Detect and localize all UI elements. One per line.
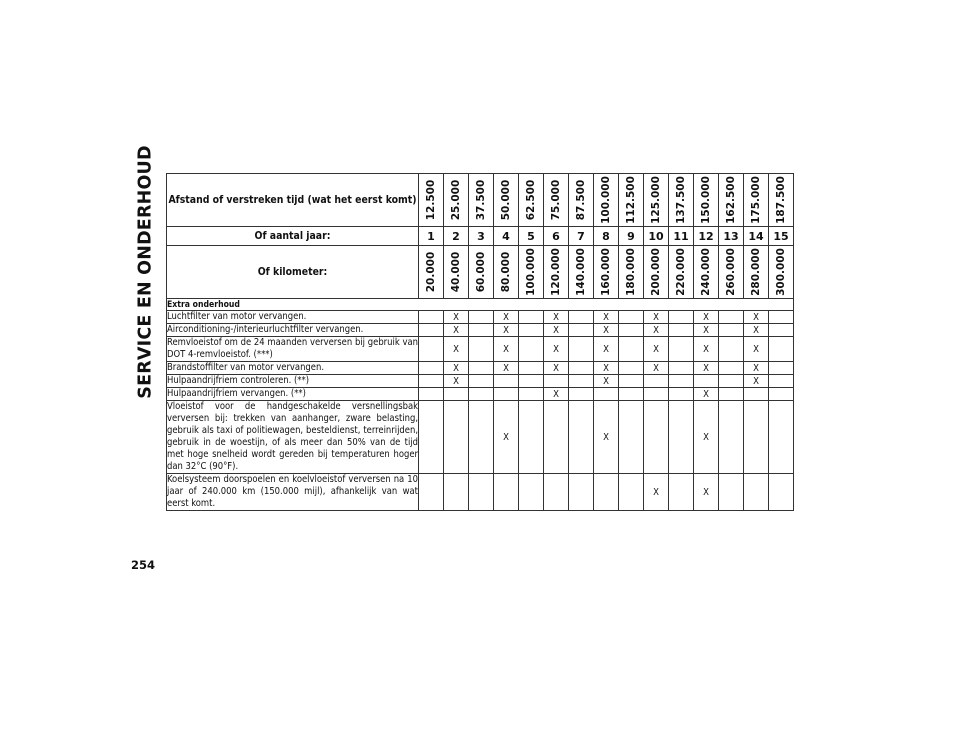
maintenance-schedule-table <box>166 173 794 511</box>
interval-mark: X <box>744 324 769 337</box>
interval-mark: X <box>744 375 769 388</box>
interval-mark <box>469 362 494 375</box>
interval-mark: X <box>594 362 619 375</box>
interval-mark <box>419 474 444 511</box>
year-value: 10 <box>644 227 669 246</box>
mileage-header-cell <box>719 174 744 227</box>
km-header-cell <box>619 246 644 299</box>
interval-mark <box>469 337 494 362</box>
interval-mark <box>694 375 719 388</box>
year-value: 6 <box>544 227 569 246</box>
table-row <box>167 311 794 324</box>
chapter-title-text: SERVICE EN ONDERHOUD <box>136 145 157 399</box>
interval-mark <box>719 401 744 474</box>
km-value: 40.000 <box>450 251 462 293</box>
task-description: Brandstoffilter van motor vervangen. <box>167 362 419 375</box>
interval-mark <box>419 324 444 337</box>
interval-mark <box>769 375 794 388</box>
mileage-header-cell <box>519 174 544 227</box>
interval-mark <box>519 311 544 324</box>
interval-mark <box>569 324 594 337</box>
km-value: 80.000 <box>500 251 512 293</box>
mileage-value: 112.500 <box>625 176 637 224</box>
interval-mark <box>519 401 544 474</box>
mileage-value: 62.500 <box>525 179 537 221</box>
interval-mark <box>594 474 619 511</box>
mileage-value: 87.500 <box>575 179 587 221</box>
interval-mark <box>519 362 544 375</box>
interval-mark <box>744 401 769 474</box>
interval-mark <box>569 388 594 401</box>
interval-mark <box>719 324 744 337</box>
interval-mark: X <box>444 324 469 337</box>
interval-mark <box>569 311 594 324</box>
km-header-cell <box>519 246 544 299</box>
interval-mark <box>469 474 494 511</box>
interval-mark <box>419 337 444 362</box>
table-row <box>167 388 794 401</box>
mileage-value: 137.500 <box>675 176 687 224</box>
table-row <box>167 375 794 388</box>
interval-mark: X <box>544 311 569 324</box>
mileage-header-cell <box>569 174 594 227</box>
interval-mark <box>444 388 469 401</box>
header-row-kilometers <box>167 246 794 299</box>
interval-mark <box>669 337 694 362</box>
km-header-cell <box>444 246 469 299</box>
table-row <box>167 324 794 337</box>
interval-mark <box>619 324 644 337</box>
km-header-cell <box>594 246 619 299</box>
km-value: 160.000 <box>600 248 612 296</box>
interval-mark <box>769 337 794 362</box>
interval-mark: X <box>444 375 469 388</box>
interval-mark <box>669 474 694 511</box>
interval-mark <box>719 337 744 362</box>
km-header-cell <box>669 246 694 299</box>
mileage-value: 162.500 <box>725 176 737 224</box>
mileage-header-cell <box>694 174 719 227</box>
mileage-header-cell <box>444 174 469 227</box>
interval-mark: X <box>694 311 719 324</box>
interval-mark: X <box>594 324 619 337</box>
km-value: 300.000 <box>775 248 787 296</box>
interval-mark <box>669 401 694 474</box>
interval-mark: X <box>544 324 569 337</box>
table-row <box>167 401 794 474</box>
km-header-cell <box>769 246 794 299</box>
table-row <box>167 474 794 511</box>
interval-mark <box>669 375 694 388</box>
interval-mark: X <box>544 362 569 375</box>
interval-mark: X <box>594 337 619 362</box>
interval-mark <box>644 401 669 474</box>
interval-mark <box>494 388 519 401</box>
table-row <box>167 362 794 375</box>
section-row <box>167 299 794 311</box>
task-description: Koelsysteem doorspoelen en koelvloeistof verversen na 10 jaar of 240.000 km (150.000 mijl), afhankelijk van wat eerst komt. <box>167 474 418 509</box>
years-header-label: Of aantal jaar: <box>167 227 419 246</box>
mileage-header-cell <box>769 174 794 227</box>
interval-mark: X <box>744 362 769 375</box>
mileage-header-cell <box>594 174 619 227</box>
interval-mark <box>519 375 544 388</box>
interval-mark: X <box>694 388 719 401</box>
year-value: 7 <box>569 227 594 246</box>
interval-mark: X <box>694 324 719 337</box>
mileage-value: 37.500 <box>475 179 487 221</box>
km-value: 220.000 <box>675 248 687 296</box>
interval-mark <box>769 401 794 474</box>
mileage-value: 175.000 <box>750 176 762 224</box>
km-value: 180.000 <box>625 248 637 296</box>
mileage-value: 25.000 <box>450 179 462 221</box>
mileage-value: 75.000 <box>550 179 562 221</box>
interval-mark <box>519 324 544 337</box>
km-value: 240.000 <box>700 248 712 296</box>
interval-mark <box>419 401 444 474</box>
interval-mark <box>544 401 569 474</box>
year-value: 5 <box>519 227 544 246</box>
km-header-label: Of kilometer: <box>167 246 419 299</box>
mileage-header-cell <box>469 174 494 227</box>
mileage-value: 100.000 <box>600 176 612 224</box>
interval-mark <box>544 375 569 388</box>
interval-mark: X <box>444 311 469 324</box>
km-value: 60.000 <box>475 251 487 293</box>
interval-mark <box>494 474 519 511</box>
interval-mark: X <box>744 311 769 324</box>
interval-mark <box>669 388 694 401</box>
year-value: 2 <box>444 227 469 246</box>
interval-mark: X <box>694 401 719 474</box>
year-value: 8 <box>594 227 619 246</box>
interval-mark <box>719 375 744 388</box>
interval-mark <box>619 362 644 375</box>
mileage-header-cell <box>644 174 669 227</box>
km-header-cell <box>644 246 669 299</box>
task-description: Hulpaandrijfriem vervangen. (**) <box>167 388 419 401</box>
interval-mark <box>444 401 469 474</box>
interval-mark <box>419 375 444 388</box>
interval-mark: X <box>694 362 719 375</box>
interval-mark <box>769 474 794 511</box>
page-number: 254 <box>131 558 156 572</box>
interval-mark <box>569 375 594 388</box>
year-value: 11 <box>669 227 694 246</box>
interval-mark: X <box>594 375 619 388</box>
interval-mark <box>419 362 444 375</box>
task-description: Luchtfilter van motor vervangen. <box>167 311 419 324</box>
km-value: 260.000 <box>725 248 737 296</box>
task-description: Vloeistof voor de handgeschakelde versnellingsbak verversen bij: trekken van aanhanger, zware belasting, gebruik als taxi of politiewagen, besteldienst, terreinrijden, gebruik in de woestijn, of als meer dan 50% van de tijd met hoge snelheid wordt gereden bij temperaturen hoger dan 32°C (90°F). <box>167 401 418 472</box>
year-value: 13 <box>719 227 744 246</box>
task-description: Airconditioning-/interieurluchtfilter vervangen. <box>167 324 419 337</box>
km-header-cell <box>469 246 494 299</box>
interval-mark: X <box>494 324 519 337</box>
km-header-cell <box>719 246 744 299</box>
interval-mark: X <box>444 337 469 362</box>
year-value: 4 <box>494 227 519 246</box>
year-value: 12 <box>694 227 719 246</box>
year-value: 3 <box>469 227 494 246</box>
interval-mark <box>569 474 594 511</box>
interval-mark <box>469 311 494 324</box>
mileage-value: 12.500 <box>425 179 437 221</box>
section-label: Extra onderhoud <box>167 299 794 311</box>
interval-mark: X <box>444 362 469 375</box>
km-value: 140.000 <box>575 248 587 296</box>
mileage-value: 150.000 <box>700 176 712 224</box>
year-value: 14 <box>744 227 769 246</box>
interval-mark <box>469 324 494 337</box>
interval-mark <box>719 474 744 511</box>
interval-mark <box>469 401 494 474</box>
km-header-cell <box>494 246 519 299</box>
interval-mark: X <box>644 337 669 362</box>
interval-mark <box>669 311 694 324</box>
interval-mark <box>519 474 544 511</box>
interval-mark: X <box>544 388 569 401</box>
interval-mark: X <box>644 362 669 375</box>
mileage-header-cell <box>744 174 769 227</box>
table-row <box>167 337 794 362</box>
interval-mark <box>594 388 619 401</box>
km-header-cell <box>569 246 594 299</box>
year-value: 9 <box>619 227 644 246</box>
year-value: 1 <box>419 227 444 246</box>
year-value: 15 <box>769 227 794 246</box>
interval-mark <box>769 388 794 401</box>
mileage-header-cell <box>669 174 694 227</box>
task-description: Remvloeistof om de 24 maanden verversen bij gebruik van DOT 4-remvloeistof. (***) <box>167 337 418 360</box>
interval-mark <box>644 375 669 388</box>
distance-header-label: Afstand of verstreken tijd (wat het eerst komt) <box>167 174 419 227</box>
header-row-distance <box>167 174 794 227</box>
interval-mark: X <box>744 337 769 362</box>
mileage-value: 125.000 <box>650 176 662 224</box>
interval-mark <box>719 362 744 375</box>
interval-mark <box>619 388 644 401</box>
interval-mark: X <box>644 474 669 511</box>
interval-mark <box>544 474 569 511</box>
mileage-header-cell <box>544 174 569 227</box>
km-header-cell <box>694 246 719 299</box>
interval-mark <box>519 337 544 362</box>
interval-mark <box>769 362 794 375</box>
interval-mark <box>669 324 694 337</box>
interval-mark <box>569 401 594 474</box>
interval-mark <box>419 388 444 401</box>
km-value: 280.000 <box>750 248 762 296</box>
header-row-years <box>167 227 794 246</box>
interval-mark <box>644 388 669 401</box>
mileage-value: 50.000 <box>500 179 512 221</box>
interval-mark <box>519 388 544 401</box>
interval-mark: X <box>694 337 719 362</box>
mileage-header-cell <box>619 174 644 227</box>
interval-mark <box>569 362 594 375</box>
interval-mark: X <box>494 401 519 474</box>
interval-mark <box>769 324 794 337</box>
interval-mark: X <box>644 311 669 324</box>
interval-mark <box>744 474 769 511</box>
mileage-header-cell <box>494 174 519 227</box>
interval-mark <box>669 362 694 375</box>
interval-mark: X <box>594 401 619 474</box>
km-header-cell <box>419 246 444 299</box>
interval-mark <box>719 311 744 324</box>
interval-mark <box>744 388 769 401</box>
interval-mark <box>619 375 644 388</box>
mileage-value: 187.500 <box>775 176 787 224</box>
interval-mark <box>619 474 644 511</box>
interval-mark: X <box>594 311 619 324</box>
interval-mark <box>769 311 794 324</box>
interval-mark <box>494 375 519 388</box>
interval-mark <box>719 388 744 401</box>
km-value: 120.000 <box>550 248 562 296</box>
interval-mark <box>619 337 644 362</box>
interval-mark <box>619 401 644 474</box>
interval-mark <box>569 337 594 362</box>
interval-mark: X <box>644 324 669 337</box>
chapter-side-title <box>129 145 163 399</box>
interval-mark <box>419 311 444 324</box>
km-value: 100.000 <box>525 248 537 296</box>
interval-mark: X <box>494 362 519 375</box>
task-description: Hulpaandrijfriem controleren. (**) <box>167 375 419 388</box>
km-value: 20.000 <box>425 251 437 293</box>
interval-mark: X <box>544 337 569 362</box>
interval-mark <box>444 474 469 511</box>
interval-mark: X <box>494 337 519 362</box>
interval-mark <box>469 375 494 388</box>
interval-mark <box>619 311 644 324</box>
mileage-header-cell <box>419 174 444 227</box>
interval-mark: X <box>694 474 719 511</box>
km-value: 200.000 <box>650 248 662 296</box>
km-header-cell <box>744 246 769 299</box>
interval-mark: X <box>494 311 519 324</box>
km-header-cell <box>544 246 569 299</box>
interval-mark <box>469 388 494 401</box>
